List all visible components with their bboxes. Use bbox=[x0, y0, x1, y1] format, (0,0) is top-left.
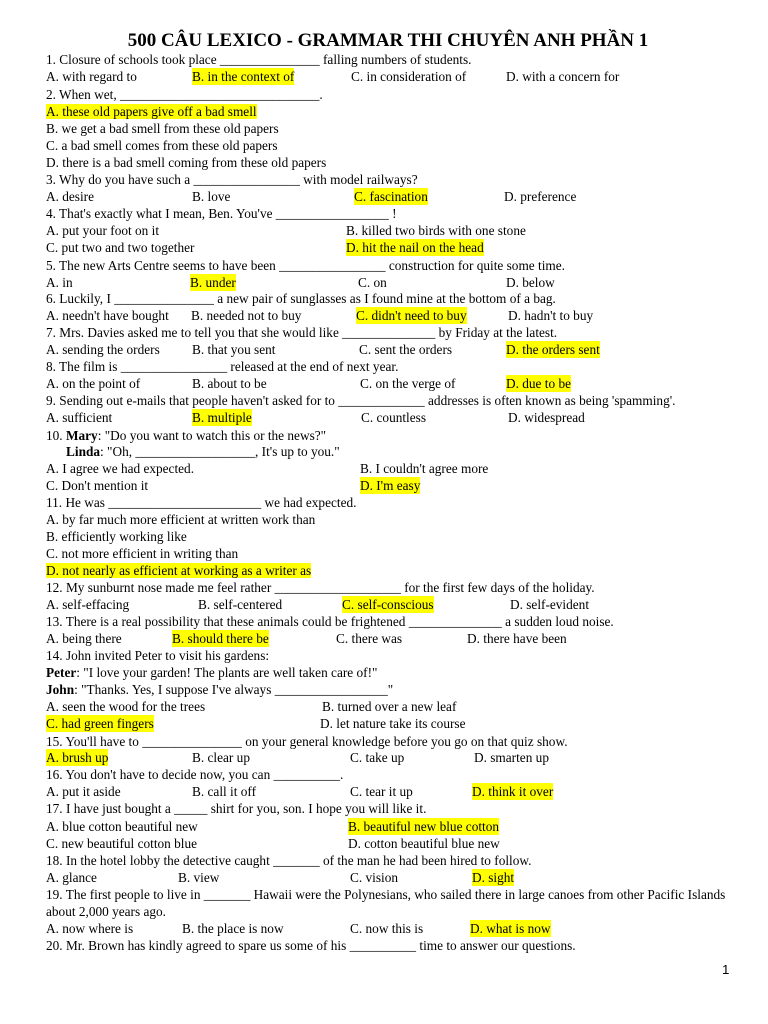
option-c: C. put two and two together bbox=[46, 240, 195, 255]
option-a: A. now where is bbox=[46, 921, 134, 936]
option-d: D. let nature take its course bbox=[320, 716, 466, 731]
option-b-answer: B. should there be bbox=[172, 631, 269, 646]
question-12: 12. My sunburnt nose made me feel rather ___________________ for the first few days of the holiday. bbox=[46, 580, 595, 595]
question-14-peter bbox=[46, 664, 377, 681]
option-c: C. countless bbox=[361, 410, 427, 425]
option-b: B. call it off bbox=[192, 784, 257, 799]
option-a-answer: A. brush up bbox=[46, 750, 109, 765]
option-d-answer: D. what is now bbox=[470, 921, 551, 936]
option-a: A. I agree we had expected. bbox=[46, 461, 195, 476]
question-11: 11. He was _______________________ we had expected. bbox=[46, 495, 357, 510]
option-c: C. on bbox=[358, 275, 387, 290]
option-a-answer: A. these old papers give off a bad smell bbox=[46, 104, 257, 119]
option-c: C. sent the orders bbox=[359, 342, 453, 357]
question-2-option-d: D. there is a bad smell coming from these old papers bbox=[46, 155, 327, 170]
question-4: 4. That's exactly what I mean, Ben. You've _________________ ! bbox=[46, 206, 397, 221]
page-title: 500 CÂU LEXICO - GRAMMAR THI CHUYÊN ANH PHẦN 1 bbox=[127, 30, 649, 51]
question-9: 9. Sending out e-mails that people haven't asked for to _____________ addresses is often known as being 'spamming'. bbox=[46, 393, 676, 408]
question-3: 3. Why do you have such a ________________ with model railways? bbox=[46, 172, 418, 187]
option-d-answer: D. I'm easy bbox=[360, 478, 421, 493]
option-a: A. sufficient bbox=[46, 410, 113, 425]
option-b-answer: B. in the context of bbox=[192, 69, 295, 84]
option-b: B. needed not to buy bbox=[191, 308, 302, 323]
option-a: A. glance bbox=[46, 870, 97, 885]
option-a: A. needn't have bought bbox=[46, 308, 169, 323]
option-d-answer: D. think it over bbox=[472, 784, 554, 799]
option-a: A. put your foot on it bbox=[46, 223, 160, 238]
option-b-answer: B. under bbox=[190, 275, 236, 290]
speaker-text: : "Do you want to watch this or the news?" bbox=[97, 428, 327, 443]
option-b-answer: B. beautiful new blue cotton bbox=[348, 819, 500, 834]
speaker-text: : "I love your garden! The plants are well taken care of!" bbox=[76, 665, 378, 680]
option-d: D. self-evident bbox=[510, 597, 590, 612]
question-17: 17. I have just bought a _____ shirt for you, son. I hope you will like it. bbox=[46, 801, 427, 816]
option-c: C. there was bbox=[336, 631, 403, 646]
option-a: A. sending the orders bbox=[46, 342, 160, 357]
speaker-mary: Mary bbox=[65, 428, 98, 443]
question-2: 2. When wet, ______________________________. bbox=[46, 87, 323, 102]
option-a: A. on the point of bbox=[46, 376, 141, 391]
option-d: D. preference bbox=[504, 189, 577, 204]
option-a: A. being there bbox=[46, 631, 122, 646]
option-b: B. clear up bbox=[192, 750, 250, 765]
option-a: A. desire bbox=[46, 189, 94, 204]
question-15: 15. You'll have to _______________ on your general knowledge before you go on that quiz show. bbox=[46, 734, 568, 749]
option-a: A. in bbox=[46, 275, 73, 290]
speaker-linda: Linda bbox=[66, 444, 101, 459]
question-11-option-b: B. efficiently working like bbox=[46, 529, 187, 544]
question-2-option-b: B. we get a bad smell from these old papers bbox=[46, 121, 279, 136]
option-b: B. I couldn't agree more bbox=[360, 461, 489, 476]
option-d: D. there have been bbox=[467, 631, 567, 646]
option-b: B. that you sent bbox=[192, 342, 276, 357]
option-d-answer: D. due to be bbox=[506, 376, 571, 391]
question-19: 19. The first people to live in _______ Hawaii were the Polynesians, who sailed there in large canoes from other Pacific Islands about 2,000 years ago. bbox=[46, 887, 726, 919]
option-c: C. vision bbox=[350, 870, 399, 885]
speaker-text: : "Thanks. Yes, I suppose I've always _________________" bbox=[74, 682, 394, 697]
speaker-peter: Peter bbox=[46, 665, 77, 680]
option-b: B. self-centered bbox=[198, 597, 283, 612]
question-14-john bbox=[46, 681, 393, 698]
question-2-option-a bbox=[46, 103, 257, 120]
option-c: C. tear it up bbox=[350, 784, 413, 799]
question-16: 16. You don't have to decide now, you can __________. bbox=[46, 767, 344, 782]
option-c-answer: C. fascination bbox=[354, 189, 428, 204]
question-1: 1. Closure of schools took place _______________ falling numbers of students. bbox=[46, 52, 472, 67]
question-number: 10. bbox=[46, 428, 66, 443]
option-c: C. Don't mention it bbox=[46, 478, 149, 493]
question-5: 5. The new Arts Centre seems to have been ________________ construction for quite some time. bbox=[46, 258, 565, 273]
option-c-answer: C. didn't need to buy bbox=[356, 308, 467, 323]
option-c-answer: C. had green fingers bbox=[46, 716, 154, 731]
question-13: 13. There is a real possibility that these animals could be frightened ______________ a sudden loud noise. bbox=[46, 614, 614, 629]
option-d-answer: D. not nearly as efficient at working as a writer as bbox=[46, 563, 312, 578]
question-18: 18. In the hotel lobby the detective caught _______ of the man he had been hired to follow. bbox=[46, 853, 532, 868]
option-a: A. with regard to bbox=[46, 69, 137, 84]
option-d: D. widespread bbox=[508, 410, 585, 425]
option-c: C. in consideration of bbox=[351, 69, 467, 84]
option-d-answer: D. sight bbox=[472, 870, 515, 885]
option-b: B. the place is now bbox=[182, 921, 284, 936]
option-a: A. seen the wood for the trees bbox=[46, 699, 206, 714]
option-b: B. view bbox=[178, 870, 220, 885]
question-11-option-a: A. by far much more efficient at written work than bbox=[46, 512, 316, 527]
page-number: 1 bbox=[722, 962, 730, 977]
option-b: B. about to be bbox=[192, 376, 267, 391]
option-b-answer: B. multiple bbox=[192, 410, 252, 425]
option-a: A. put it aside bbox=[46, 784, 121, 799]
question-8: 8. The film is ________________ released at the end of next year. bbox=[46, 359, 399, 374]
option-d: D. smarten up bbox=[474, 750, 549, 765]
option-b: B. turned over a new leaf bbox=[322, 699, 457, 714]
question-2-option-c: C. a bad smell comes from these old papers bbox=[46, 138, 278, 153]
question-10-reply bbox=[66, 443, 340, 460]
option-d: D. hadn't to buy bbox=[508, 308, 594, 323]
question-11-option-d bbox=[46, 562, 311, 579]
option-c: C. new beautiful cotton blue bbox=[46, 836, 198, 851]
speaker-john: John bbox=[46, 682, 75, 697]
option-d: D. cotton beautiful blue new bbox=[348, 836, 500, 851]
option-a: A. self-effacing bbox=[46, 597, 130, 612]
option-c: C. on the verge of bbox=[360, 376, 456, 391]
option-a: A. blue cotton beautiful new bbox=[46, 819, 198, 834]
question-10 bbox=[46, 427, 326, 444]
option-d-answer: D. the orders sent bbox=[506, 342, 600, 357]
option-c-answer: C. self-conscious bbox=[342, 597, 434, 612]
option-d: D. with a concern for bbox=[506, 69, 620, 84]
option-b: B. killed two birds with one stone bbox=[346, 223, 526, 238]
speaker-text: : "Oh, __________________, It's up to you." bbox=[100, 444, 340, 459]
option-d: D. below bbox=[506, 275, 555, 290]
question-20: 20. Mr. Brown has kindly agreed to spare us some of his __________ time to answer our questions. bbox=[46, 938, 576, 953]
question-6: 6. Luckily, I _______________ a new pair of sunglasses as I found mine at the bottom of a bag. bbox=[46, 291, 556, 306]
option-b: B. love bbox=[192, 189, 231, 204]
question-7: 7. Mrs. Davies asked me to tell you that she would like ______________ by Friday at the latest. bbox=[46, 325, 558, 340]
option-c: C. take up bbox=[350, 750, 405, 765]
option-d-answer: D. hit the nail on the head bbox=[346, 240, 484, 255]
option-c: C. now this is bbox=[350, 921, 424, 936]
question-14: 14. John invited Peter to visit his gardens: bbox=[46, 648, 270, 663]
question-11-option-c: C. not more efficient in writing than bbox=[46, 546, 239, 561]
